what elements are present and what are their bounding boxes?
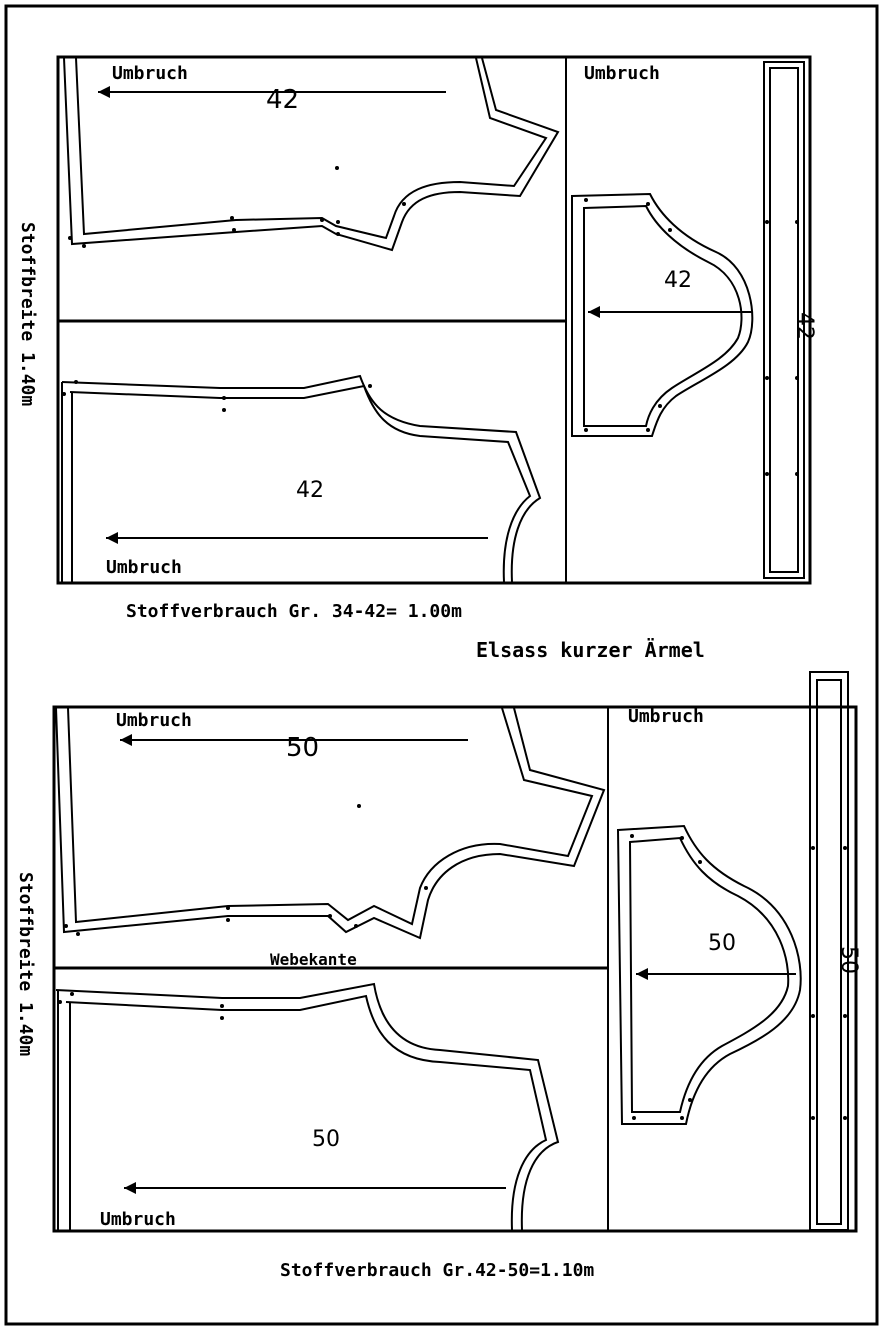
fold-label: Umbruch (628, 706, 704, 727)
size-label: 42 (266, 85, 300, 115)
sleeve-piece-small (572, 194, 752, 436)
sleeve-piece-large (618, 826, 801, 1124)
front-piece-large (56, 984, 558, 1230)
size-label: 50 (286, 733, 320, 763)
fabric-consumption-label: Stoffverbrauch Gr. 34-42= 1.00m (126, 601, 462, 622)
size-label: 50 (312, 1127, 340, 1152)
fabric-width-label: Stoffbreite 1.40m (15, 872, 36, 1057)
size-label: 42 (296, 478, 324, 503)
size-label: 50 (708, 931, 736, 956)
pattern-title: Elsass kurzer Ärmel (476, 638, 705, 662)
fold-label: Umbruch (106, 557, 182, 578)
back-piece-large (56, 708, 604, 938)
fold-label: Umbruch (584, 63, 660, 84)
layout-small (17, 57, 817, 622)
page-border (6, 6, 877, 1324)
back-piece-small (64, 58, 558, 250)
size-label: 42 (792, 312, 817, 340)
fold-label: Umbruch (116, 710, 192, 731)
size-label: 50 (836, 946, 861, 974)
selvage-label: Webekante (270, 950, 357, 969)
fabric-consumption-label: Stoffverbrauch Gr.42-50=1.10m (280, 1260, 595, 1281)
size-label: 42 (664, 268, 692, 293)
layout-large (15, 672, 861, 1281)
fabric-width-label: Stoffbreite 1.40m (17, 222, 38, 407)
fold-label: Umbruch (112, 63, 188, 84)
fold-label: Umbruch (100, 1209, 176, 1230)
